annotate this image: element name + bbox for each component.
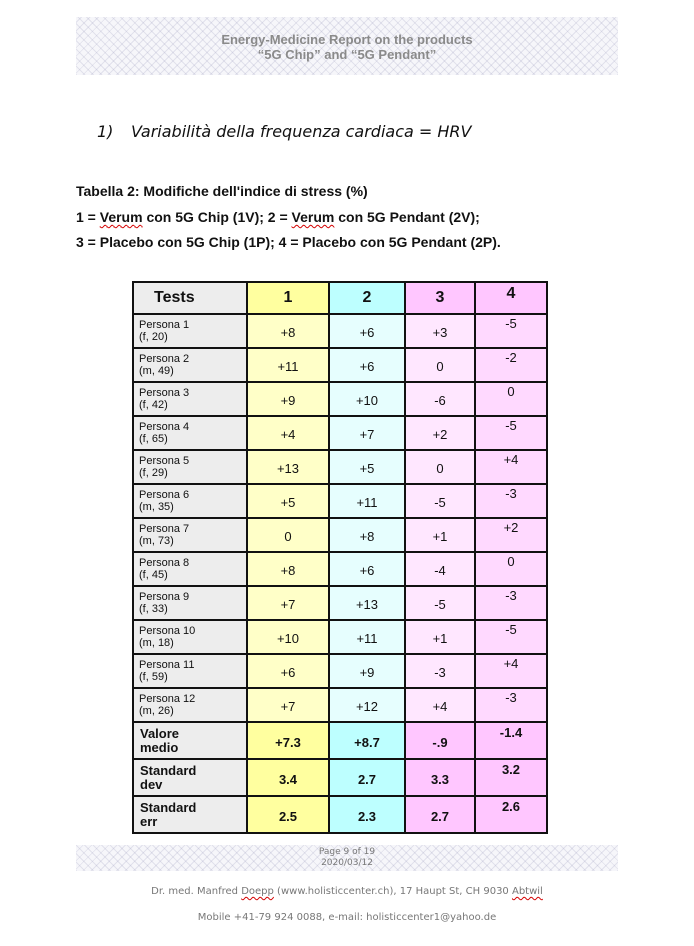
person-info: (f, 42) (139, 399, 168, 411)
footer-contact-address (0, 886, 694, 897)
person-info: (f, 33) (139, 603, 168, 615)
value-cell-4: -3 (475, 586, 547, 620)
stat-label-line-2: dev (140, 776, 163, 792)
person-info: (f, 59) (139, 671, 168, 683)
value-cell-3: 0 (405, 348, 475, 382)
person-info: (m, 49) (139, 365, 174, 377)
value-cell-1: +7 (247, 688, 329, 722)
person-name: Persona 8 (139, 557, 190, 569)
person-name: Persona 6 (139, 489, 190, 501)
value-cell-1: +9 (247, 382, 329, 416)
stat-value-cell-3: -.9 (405, 722, 475, 759)
header-cell-2: 2 (329, 282, 405, 314)
table-row (133, 382, 547, 416)
value-cell-4: 0 (475, 552, 547, 586)
table-row (133, 688, 547, 722)
value-cell-4: -3 (475, 484, 547, 518)
header-cell-tests: Tests (133, 282, 247, 314)
header-cell-3: 3 (405, 282, 475, 314)
value-cell-1: +6 (247, 654, 329, 688)
report-header-title (76, 32, 618, 62)
table-row (133, 620, 547, 654)
value-cell-4: +4 (475, 450, 547, 484)
value-cell-1: 0 (247, 518, 329, 552)
value-cell-1: +8 (247, 552, 329, 586)
stat-value-cell-4: 2.6 (475, 796, 547, 833)
table-row (133, 450, 547, 484)
value-cell-4: +2 (475, 518, 547, 552)
person-name: Persona 11 (139, 659, 195, 671)
person-label-cell (133, 382, 247, 416)
value-cell-2: +12 (329, 688, 405, 722)
person-label-cell (133, 484, 247, 518)
person-name: Persona 12 (139, 693, 196, 705)
caption-text: con 5G Pendant (2V); (334, 209, 480, 225)
stat-label-line-1: Standard (140, 799, 197, 815)
person-info: (m, 18) (139, 637, 174, 649)
value-cell-3: -3 (405, 654, 475, 688)
person-info: (f, 20) (139, 331, 168, 343)
value-cell-3: -4 (405, 552, 475, 586)
report-header (76, 17, 618, 75)
person-label-cell (133, 688, 247, 722)
footer-text-misspelled: Doepp (241, 886, 274, 897)
table-header-row (133, 282, 547, 314)
value-cell-1: +13 (247, 450, 329, 484)
table-caption-title: Tabella 2: Modifiche dell'indice di stress (%) (76, 183, 368, 199)
person-label-cell (133, 450, 247, 484)
table-row (133, 314, 547, 348)
person-label-cell (133, 518, 247, 552)
section-title: Variabilità della frequenza cardiaca = HRV (131, 122, 472, 141)
stat-label-cell (133, 796, 247, 833)
header-cell-4: 4 (475, 282, 547, 314)
table-row (133, 484, 547, 518)
stat-value-cell-1: 2.5 (247, 796, 329, 833)
person-label-cell (133, 416, 247, 450)
value-cell-1: +11 (247, 348, 329, 382)
person-info: (f, 65) (139, 433, 168, 445)
stat-value-cell-3: 2.7 (405, 796, 475, 833)
person-label-cell (133, 586, 247, 620)
table-row (133, 518, 547, 552)
person-label-cell (133, 348, 247, 382)
person-name: Persona 10 (139, 625, 196, 637)
caption-text: 1 = (76, 209, 100, 225)
value-cell-2: +7 (329, 416, 405, 450)
section-heading (97, 122, 471, 141)
table-row (133, 348, 547, 382)
value-cell-2: +6 (329, 552, 405, 586)
value-cell-4: -3 (475, 688, 547, 722)
stat-label-cell (133, 759, 247, 796)
person-name: Persona 9 (139, 591, 190, 603)
value-cell-1: +7 (247, 586, 329, 620)
stat-value-cell-1: +7.3 (247, 722, 329, 759)
person-info: (m, 73) (139, 535, 174, 547)
person-name: Persona 5 (139, 455, 190, 467)
stat-value-cell-1: 3.4 (247, 759, 329, 796)
stat-value-cell-3: 3.3 (405, 759, 475, 796)
page-footer-band (76, 845, 618, 871)
value-cell-2: +5 (329, 450, 405, 484)
value-cell-4: +4 (475, 654, 547, 688)
person-label-cell (133, 620, 247, 654)
table-row (133, 654, 547, 688)
value-cell-2: +13 (329, 586, 405, 620)
stat-value-cell-2: 2.7 (329, 759, 405, 796)
person-name: Persona 2 (139, 353, 190, 365)
stat-value-cell-2: 2.3 (329, 796, 405, 833)
value-cell-2: +8 (329, 518, 405, 552)
person-info: (m, 26) (139, 705, 174, 717)
value-cell-3: -6 (405, 382, 475, 416)
header-line-1: Energy-Medicine Report on the products (221, 32, 473, 47)
stats-row (133, 722, 547, 759)
stat-value-cell-2: +8.7 (329, 722, 405, 759)
report-date: 2020/03/12 (321, 858, 373, 868)
table-caption-legend-1 (76, 209, 480, 225)
footer-page-info (76, 847, 618, 869)
value-cell-2: +9 (329, 654, 405, 688)
stat-label-cell (133, 722, 247, 759)
person-name: Persona 1 (139, 319, 190, 331)
caption-text: con 5G Chip (1V); 2 = (142, 209, 292, 225)
value-cell-3: -5 (405, 586, 475, 620)
value-cell-1: +4 (247, 416, 329, 450)
value-cell-3: +2 (405, 416, 475, 450)
value-cell-3: +4 (405, 688, 475, 722)
header-cell-1: 1 (247, 282, 329, 314)
stats-row (133, 796, 547, 833)
value-cell-4: -2 (475, 348, 547, 382)
page-number: Page 9 of 19 (318, 847, 376, 857)
value-cell-1: +8 (247, 314, 329, 348)
header-line-2: “5G Chip” and “5G Pendant” (257, 47, 437, 62)
value-cell-3: -5 (405, 484, 475, 518)
section-number: 1) (97, 122, 114, 141)
value-cell-3: 0 (405, 450, 475, 484)
value-cell-2: +6 (329, 348, 405, 382)
person-label-cell (133, 552, 247, 586)
value-cell-2: +11 (329, 620, 405, 654)
person-name: Persona 7 (139, 523, 190, 535)
stat-label-line-2: medio (140, 739, 179, 755)
stat-value-cell-4: -1.4 (475, 722, 547, 759)
table-row (133, 586, 547, 620)
value-cell-3: +1 (405, 620, 475, 654)
stat-label-line-1: Valore (140, 725, 180, 741)
value-cell-3: +3 (405, 314, 475, 348)
caption-text-misspelled: Verum (291, 209, 335, 225)
value-cell-3: +1 (405, 518, 475, 552)
table-row (133, 416, 547, 450)
value-cell-4: -5 (475, 314, 547, 348)
person-name: Persona 4 (139, 421, 190, 433)
person-info: (m, 35) (139, 501, 174, 513)
value-cell-2: +11 (329, 484, 405, 518)
footer-text: (www.holisticcenter.ch), 17 Haupt St, CH 9030 (273, 886, 512, 897)
value-cell-1: +10 (247, 620, 329, 654)
person-label-cell (133, 314, 247, 348)
value-cell-4: 0 (475, 382, 547, 416)
stress-index-table (132, 281, 548, 834)
table-row (133, 552, 547, 586)
value-cell-4: -5 (475, 620, 547, 654)
value-cell-2: +10 (329, 382, 405, 416)
value-cell-4: -5 (475, 416, 547, 450)
caption-text-misspelled: Verum (99, 209, 143, 225)
stats-row (133, 759, 547, 796)
table-caption-legend-2: 3 = Placebo con 5G Chip (1P); 4 = Placebo con 5G Pendant (2P). (76, 234, 501, 250)
footer-text: Dr. med. Manfred (151, 886, 242, 897)
value-cell-1: +5 (247, 484, 329, 518)
person-name: Persona 3 (139, 387, 190, 399)
footer-text-misspelled: Abtwil (511, 886, 543, 897)
stat-label-line-1: Standard (140, 762, 197, 778)
person-label-cell (133, 654, 247, 688)
stat-label-line-2: err (140, 813, 158, 829)
footer-contact-mobile-email: Mobile +41-79 924 0088, e-mail: holisticcenter1@yahoo.de (197, 912, 497, 923)
person-info: (f, 29) (139, 467, 168, 479)
person-info: (f, 45) (139, 569, 168, 581)
stat-value-cell-4: 3.2 (475, 759, 547, 796)
value-cell-2: +6 (329, 314, 405, 348)
